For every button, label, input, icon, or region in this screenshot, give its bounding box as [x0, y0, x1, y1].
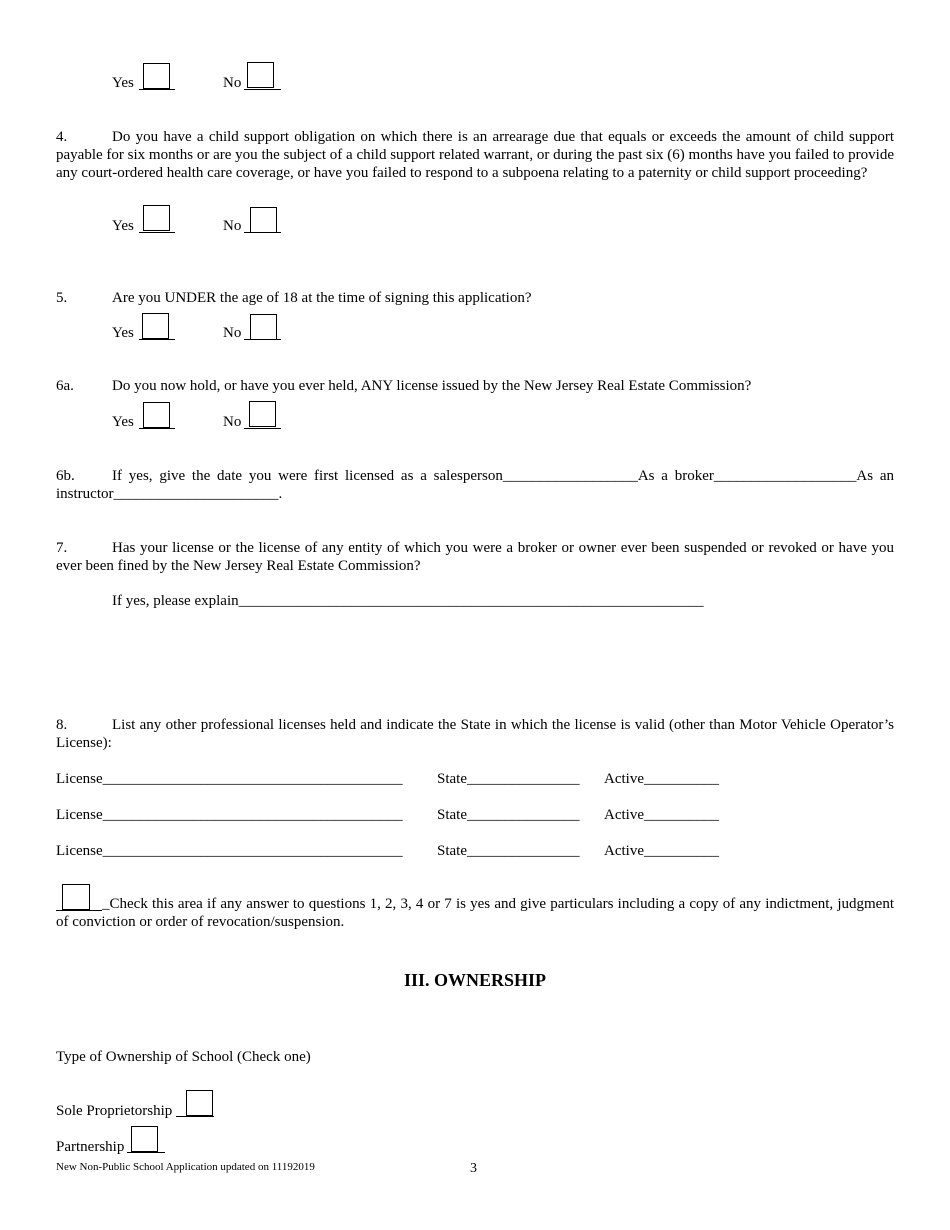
check-note: _Check this area if any answer to questions 1, 2, 3, 4 or 7 is yes and give particulars including a copy of any indictment, judgment of conviction or order of revocation/suspension. [56, 896, 894, 930]
q8-text [56, 716, 894, 752]
q4-no-underline [244, 232, 281, 233]
q5-yes-underline [139, 339, 175, 340]
license-field-2[interactable]: License________________________________________ [56, 807, 403, 823]
q5-text [56, 289, 894, 307]
footer-doc-info: New Non-Public School Application updated on 11192019 [56, 1161, 315, 1173]
q6a-yes-label: Yes [112, 414, 134, 430]
active-field-2[interactable]: Active__________ [604, 807, 719, 823]
page-number: 3 [470, 1161, 477, 1176]
license-field-1[interactable]: License________________________________________ [56, 771, 403, 787]
sole-proprietorship-label: Sole Proprietorship [56, 1103, 173, 1119]
q7-explain-field[interactable]: If yes, please explain______________________________________________________________ [112, 593, 704, 609]
q4-yes-checkbox[interactable] [143, 205, 170, 231]
q6a-yes-checkbox[interactable] [143, 402, 170, 428]
q6b-number: 6b. [56, 468, 75, 484]
q6a-question: Do you now hold, or have you ever held, ANY license issued by the New Jersey Real Estate Commission? [112, 378, 752, 394]
partnership-underline [127, 1152, 165, 1153]
q4-no-label: No [223, 218, 242, 234]
active-field-3[interactable]: Active__________ [604, 843, 719, 859]
license-field-3[interactable]: License________________________________________ [56, 843, 403, 859]
q3-no-checkbox[interactable] [247, 62, 274, 88]
q6b-text [56, 467, 894, 503]
q4-question: Do you have a child support obligation on which there is an arrearage due that equals or exceeds the amount of child support payable for six months or are you the subject of a child support related warrant, or during the past six (6) months have you failed to provide any court-ordered health care coverage, or have you failed to respond to a subpoena relating to a paternity or child support proceeding? [56, 129, 894, 181]
q5-yes-label: Yes [112, 325, 134, 341]
q5-no-underline [244, 339, 281, 340]
q8-question: List any other professional licenses held and indicate the State in which the license is valid (other than Motor Vehicle Operator’s License): [56, 717, 894, 751]
active-field-1[interactable]: Active__________ [604, 771, 719, 787]
state-field-2[interactable]: State_______________ [437, 807, 580, 823]
ownership-prompt: Type of Ownership of School (Check one) [56, 1049, 311, 1065]
q4-yes-underline [139, 232, 175, 233]
state-field-3[interactable]: State_______________ [437, 843, 580, 859]
partnership-label: Partnership [56, 1139, 125, 1155]
q7-question: Has your license or the license of any entity of which you were a broker or owner ever been suspended or revoked or have you ever been fined by the New Jersey Real Estate Commission? [56, 540, 894, 574]
q3-yes-underline [139, 89, 175, 90]
sole-proprietorship-checkbox[interactable] [186, 1090, 213, 1116]
q5-question: Are you UNDER the age of 18 at the time of signing this application? [112, 290, 532, 306]
q4-no-checkbox[interactable] [250, 207, 277, 233]
q5-no-checkbox[interactable] [250, 314, 277, 340]
q6a-text [56, 377, 894, 395]
q6a-number: 6a. [56, 378, 74, 394]
q7-text [56, 539, 894, 575]
section-title: III. OWNERSHIP [403, 970, 547, 990]
partnership-checkbox[interactable] [131, 1126, 158, 1152]
q4-yes-label: Yes [112, 218, 134, 234]
q6b-question: If yes, give the date you were first licensed as a salesperson__________________As a broker___________________As an instructor______________________. [56, 468, 894, 502]
q4-number: 4. [56, 129, 68, 145]
q6a-no-underline [244, 428, 281, 429]
q5-no-label: No [223, 325, 242, 341]
q3-yes-label: Yes [112, 75, 134, 91]
q3-yes-checkbox[interactable] [143, 63, 170, 89]
q6a-yes-underline [139, 428, 175, 429]
q3-no-label: No [223, 75, 242, 91]
q8-number: 8. [56, 717, 68, 733]
sole-underline [176, 1116, 214, 1117]
q6a-no-label: No [223, 414, 242, 430]
q5-number: 5. [56, 290, 68, 306]
q6a-no-checkbox[interactable] [249, 401, 276, 427]
q7-number: 7. [56, 540, 68, 556]
q3-no-underline [244, 89, 281, 90]
q4-text [56, 128, 894, 182]
state-field-1[interactable]: State_______________ [437, 771, 580, 787]
q5-yes-checkbox[interactable] [142, 313, 169, 339]
